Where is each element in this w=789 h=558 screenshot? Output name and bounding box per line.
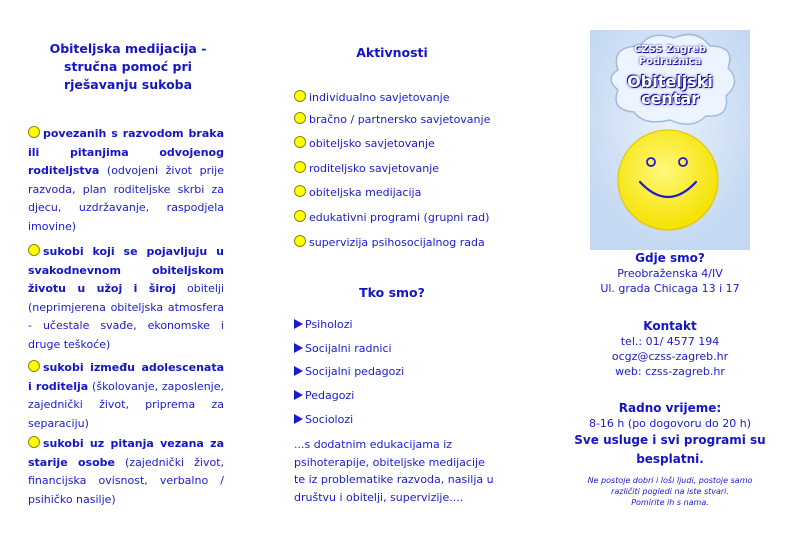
smiley-sun-icon (618, 130, 718, 230)
yellow-dot-icon (294, 185, 306, 197)
hours-block (555, 400, 785, 467)
who-item: Sociolozi (294, 413, 353, 427)
item-text: obitelji (neprimjerena obiteljska atmosfera - učestale svađe, ekonomske i druge teškoće) (28, 282, 225, 351)
org-line1: CZSS Zagreb (633, 44, 707, 55)
who-item: Psiholozi (294, 318, 353, 332)
item-text: (odvojeni život prije razvoda, plan roditeljske skrbi za djecu, uzdržavanje, raspodjela imovine) (28, 164, 224, 233)
activities-title: Aktivnosti (356, 45, 428, 60)
yellow-dot-icon (294, 136, 306, 148)
who-title: Tko smo? (359, 285, 425, 300)
who-item: Socijalni pedagozi (294, 365, 404, 379)
activity-item: supervizija psihosocijalnog rada (294, 235, 485, 250)
activity-item: individualno savjetovanje (294, 90, 449, 105)
org-line2: Podružnica (638, 56, 702, 67)
who-item: Pedagozi (294, 389, 354, 403)
triangle-bullet-icon (294, 414, 303, 424)
yellow-dot-icon (28, 360, 40, 372)
item-text: (zajednički život, financijska ovisnost, verbalno / psihičko nasilje) (28, 455, 224, 506)
yellow-dot-icon (28, 126, 40, 138)
yellow-dot-icon (28, 436, 40, 448)
activity-item: bračno / partnersko savjetovanje (294, 112, 490, 127)
hours-title: Radno vrijeme: (618, 401, 722, 415)
quote-line2: različiti pogledi na iste stvari. (611, 487, 729, 496)
who-item: Socijalni radnici (294, 342, 392, 356)
where-title: Gdje smo? (635, 251, 705, 265)
activity-item: obiteljsko savjetovanje (294, 136, 435, 151)
medijacija-title: Obiteljska medijacija - stručna pomoć pri rješavanju sukoba (49, 41, 207, 92)
activity-item: roditeljsko savjetovanje (294, 161, 439, 176)
contact-block (555, 318, 785, 379)
center-line1: Obiteljski (627, 72, 713, 91)
location-block (555, 250, 785, 296)
activity-item: edukativni programi (grupni rad) (294, 210, 489, 225)
yellow-dot-icon (294, 210, 306, 222)
center-line2: centar (640, 89, 700, 108)
triangle-bullet-icon (294, 343, 303, 353)
yellow-dot-icon (294, 235, 306, 247)
tel-text: tel.: 01/ 4577 194 (620, 335, 720, 348)
triangle-bullet-icon (294, 366, 303, 376)
free-services-line2: besplatni. (636, 452, 704, 466)
activity-item: obiteljska medijacija (294, 185, 421, 200)
free-services-line1: Sve usluge i svi programi su (574, 433, 766, 447)
yellow-dot-icon (294, 90, 306, 102)
item-bold: sukobi koji se pojavljuju u svakodnevnom obiteljskom životu u užoj i široj (28, 245, 224, 295)
yellow-dot-icon (294, 161, 306, 173)
item-bold: povezanih s razvodom braka ili pitanjima odvojenog roditeljstva (28, 127, 224, 177)
address-line2: Ul. grada Chicaga 13 i 17 (600, 282, 740, 295)
list-item (28, 243, 224, 354)
yellow-dot-icon (294, 112, 306, 124)
address-line1: Preobraženska 4/IV (617, 267, 723, 280)
quote-line1: Ne postoje dobri i loši ljudi, postoje samo (587, 476, 753, 485)
contact-title: Kontakt (643, 319, 697, 333)
list-item (28, 125, 224, 236)
item-bold: sukobi uz pitanja vezana za starije osobe (28, 437, 224, 469)
item-text: (školovanje, zaposlenje, zajednički život, priprema za separaciju) (28, 379, 224, 430)
triangle-bullet-icon (294, 390, 303, 400)
email-text: ocgz@czss-zagreb.hr (611, 350, 729, 363)
czss-logo-text (555, 44, 785, 107)
quote-line3: Pomirite ih s nama. (631, 498, 709, 507)
list-item (28, 435, 224, 509)
list-item (28, 359, 224, 433)
hours-text: 8-16 h (po dogovoru do 20 h) (588, 417, 752, 430)
quote-block (555, 475, 785, 508)
item-bold: sukobi između adolescenata i roditelja (28, 361, 224, 393)
triangle-bullet-icon (294, 319, 303, 329)
web-text: web: czss-zagreb.hr (615, 365, 725, 378)
extra-education-text: ...s dodatnim edukacijama iz psihoterapije, obiteljske medijacije te iz problematike razvoda, nasilja u društvu i obitelji, supervizije.... (294, 438, 494, 504)
yellow-dot-icon (28, 244, 40, 256)
